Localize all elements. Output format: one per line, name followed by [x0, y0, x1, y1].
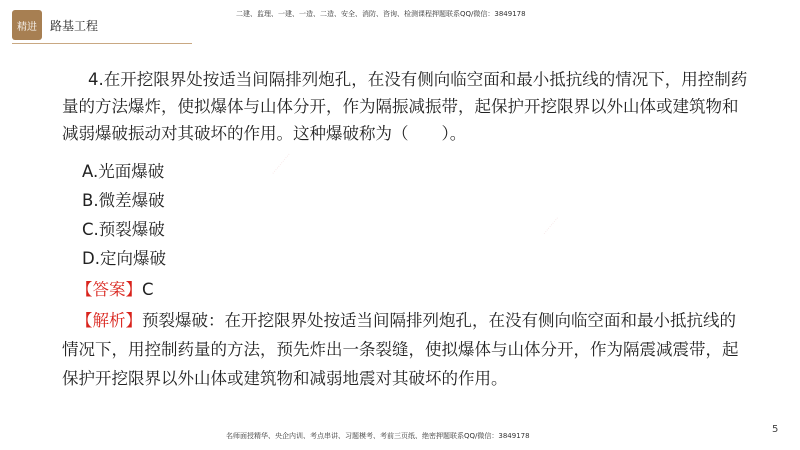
answer-tag: 【答案】 [76, 280, 142, 299]
question-text: 4.在开挖限界处按适当间隔排列炮孔，在没有侧向临空面和最小抵抗线的情况下，用控制药量的方法爆炸，使拟爆体与山体分开，作为隔振减振带，起保护开挖限界以外山体或建筑物和减弱爆破振动对其破坏的作用。这种爆破称为（ ）。 [62, 70, 748, 143]
answer-line [76, 276, 154, 303]
option-d: D.定向爆破 [82, 249, 166, 268]
explanation-block [62, 306, 752, 393]
option-c: C.预裂爆破 [82, 220, 165, 239]
explanation-tag: 【解析】 [76, 311, 142, 330]
watermark-mark: ············ [269, 151, 293, 177]
section-title: 路基工程 [50, 19, 99, 33]
header-notice: 二建、监理、一建、一造、二造、安全、消防、咨询、检测课程押题联系QQ/微信：3849178 [236, 10, 526, 18]
watermark-mark: ·········· [540, 214, 562, 238]
explanation-text: 预裂爆破：在开挖限界处按适当间隔排列炮孔，在没有侧向临空面和最小抵抗线的情况下，用控制药量的方法，预先炸出一条裂缝，使拟爆体与山体分开，作为隔震减震带，起保护开挖限界以外山体或建筑物和减弱地震对其破坏的作用。 [62, 311, 739, 388]
answer-value: C [142, 280, 154, 299]
footer-notice: 名师面授精华、央企内训、考点串讲、习题模考、考前三页纸、绝密押题联系QQ/微信：3849178 [226, 432, 530, 440]
logo-badge: 精进 [12, 10, 42, 40]
header-divider [12, 43, 192, 44]
option-b: B.微差爆破 [82, 191, 165, 210]
option-a: A.光面爆破 [82, 162, 165, 181]
page-number: 5 [772, 424, 779, 435]
